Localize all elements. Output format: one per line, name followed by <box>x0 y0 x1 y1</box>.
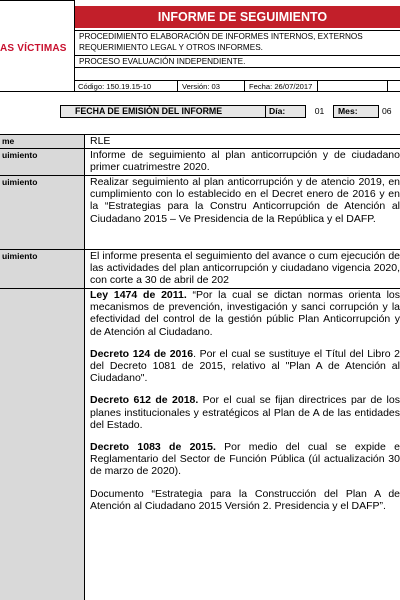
process-line: PROCESO EVALUACIÓN INDEPENDIENTE. <box>75 55 400 67</box>
row-label: uimiento <box>0 250 85 288</box>
legal-item: Decreto 124 de 2016. Por el cual se sustituye el Títul del Libro 2 del Decreto 1081 de 2015, relativo al "Plan A de Atención al Ciudadano". <box>90 347 400 385</box>
row-label: uimiento <box>0 176 85 249</box>
table-row <box>0 175 400 249</box>
procedure-block <box>75 30 400 54</box>
doc-code: Código: 150.19.15-10 <box>78 82 152 91</box>
day-label: Día: <box>265 105 305 118</box>
logo-area <box>0 0 75 92</box>
table-row <box>0 249 400 288</box>
report-title: INFORME DE SEGUIMIENTO <box>75 6 400 28</box>
month-value: 06 <box>378 105 400 118</box>
row-label: uimiento <box>0 149 85 175</box>
emission-date-row <box>0 105 400 118</box>
legal-framework-row <box>0 288 400 600</box>
row-value: RLE <box>90 135 111 147</box>
legal-item: Ley 1474 de 2011. “Por la cual se dictan normas orienta los mecanismos de prevención, investigación y sanci corrupción y la efectividad del control de la gestión públic Plan Anticorrupción y de Atención al Ciudadano. <box>90 289 400 338</box>
legal-item: Decreto 1083 de 2015. Por medio del cual se expide e Reglamentario del Sector de Función Pública (úl actualización 30 de marzo de 2020). <box>90 441 400 478</box>
day-value: 01 <box>305 105 333 118</box>
legal-framework-content <box>90 289 400 522</box>
logo-text: AS VÍCTIMAS <box>0 43 67 54</box>
doc-date: Fecha: 26/07/2017 <box>249 82 313 91</box>
row-value: Realizar seguimiento al plan anticorrupción y de atencio 2019, en cumplimiento con lo establecido en el Decret enero de 2016 y en la “Estrategias para la Constru Anticorrupción de Atención al Ciudadano 2015 – Ve Presidencia de la República y el DAFP. <box>90 176 400 225</box>
table-row <box>0 148 400 175</box>
document-codes <box>75 80 400 92</box>
legal-item: Decreto 612 de 2018. Por el cual se fijan directrices par de los planes institucionales y estratégicos al Plan de A de las entidades del Estado. <box>90 394 400 431</box>
table-row <box>0 134 400 148</box>
legal-item: Documento “Estrategia para la Construcción del Plan A de Atención al Ciudadano 2015 Versión 2. Presidencia y el DAFP”. <box>90 487 400 512</box>
doc-version: Versión: 03 <box>182 82 220 91</box>
row-label <box>0 289 85 600</box>
month-label: Mes: <box>333 105 378 118</box>
procedure-line-2: REQUERIMIENTO LEGAL Y OTROS INFORMES. <box>79 43 263 52</box>
row-label: me <box>0 135 85 148</box>
emission-date-label: FECHA DE EMISIÓN DEL INFORME <box>75 106 223 116</box>
row-value: Informe de seguimiento al plan anticorrupción y de ciudadano primer cuatrimestre 2020. <box>90 149 400 174</box>
procedure-line-1: PROCEDIMIENTO ELABORACIÓN DE INFORMES INTERNOS, EXTERNOS <box>79 32 363 41</box>
row-value: El informe presenta el seguimiento del avance o cum ejecución de las actividades del plan anticorrupción y ciudadano vigencia 2020, con corte a 30 de abril de 202 <box>90 250 400 287</box>
